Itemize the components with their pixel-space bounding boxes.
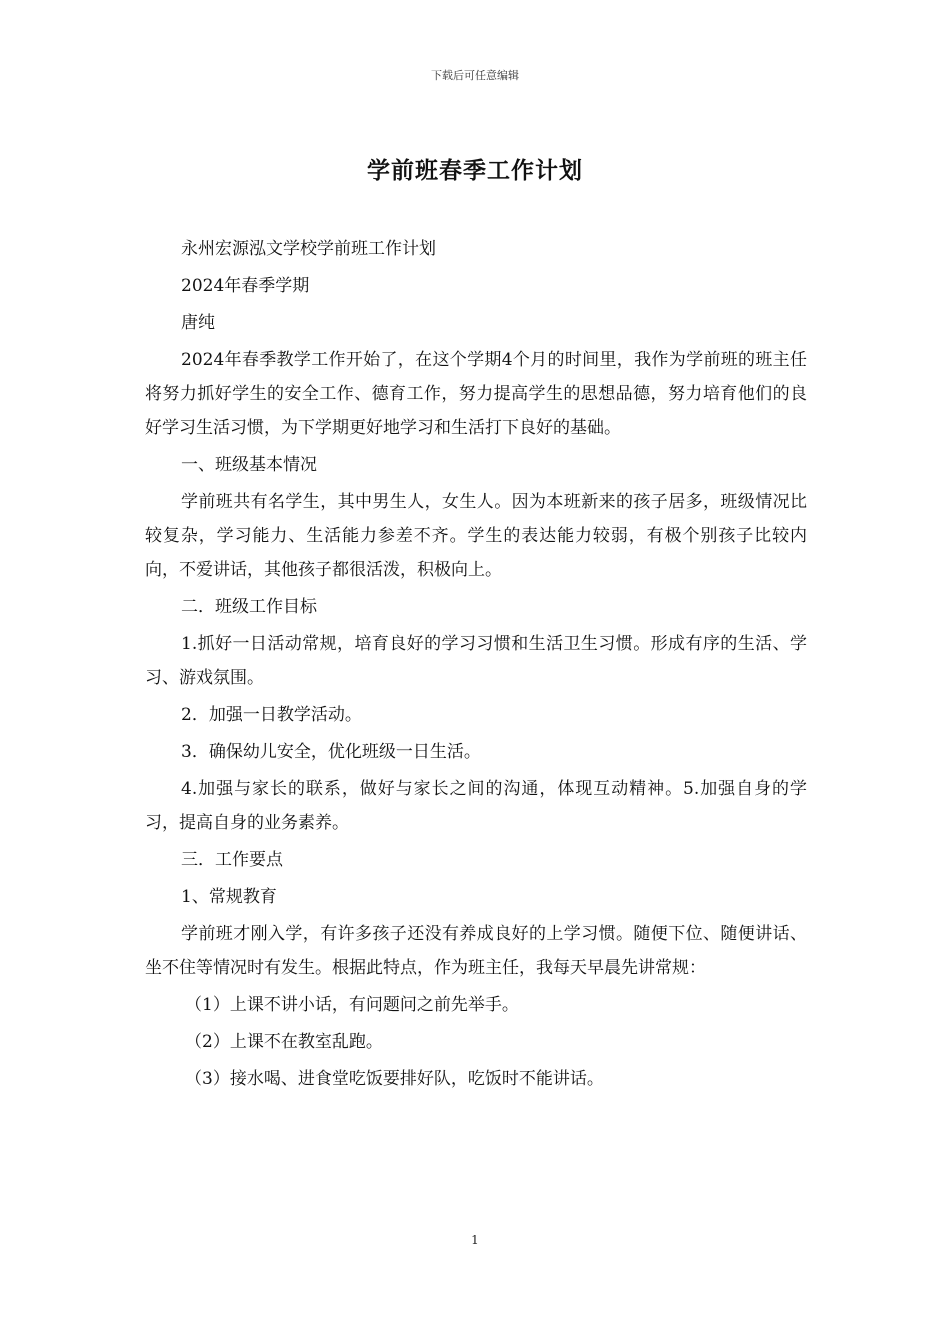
subsection-heading-routine: 1、常规教育 [181, 887, 277, 907]
section-heading-2: 二．班级工作目标 [181, 597, 317, 617]
goal-item-1: 1.抓好一日活动常规，培育良好的学习习惯和生活卫生习惯。形成有序的生活、学习、游戏氛围。 [145, 634, 807, 688]
section-heading-3: 三．工作要点 [181, 850, 283, 870]
class-situation-paragraph: 学前班共有名学生，其中男生人，女生人。因为本班新来的孩子居多，班级情况比较复杂，学习能力、生活能力参差不齐。学生的表达能力较弱，有极个别孩子比较内向，不爱讲话，其他孩子都很活泼，积极向上。 [145, 492, 807, 580]
author-line: 唐纯 [181, 313, 215, 333]
semester-line: 2024年春季学期 [181, 276, 310, 296]
school-line: 永州宏源泓文学校学前班工作计划 [181, 239, 436, 259]
page-number: 1 [471, 1233, 479, 1247]
routine-paragraph: 学前班才刚入学，有许多孩子还没有养成良好的上学习惯。随便下位、随便讲话、坐不住等情况时有发生。根据此特点，作为班主任，我每天早晨先讲常规： [145, 924, 807, 978]
rule-item-1: （1）上课不讲小话，有问题问之前先举手。 [185, 995, 519, 1015]
goal-item-3: 3．确保幼儿安全，优化班级一日生活。 [181, 742, 481, 762]
goal-item-2: 2．加强一日教学活动。 [181, 705, 362, 725]
section-heading-1: 一、班级基本情况 [181, 455, 317, 475]
intro-paragraph: 2024年春季教学工作开始了，在这个学期4个月的时间里，我作为学前班的班主任将努力抓好学生的安全工作、德育工作，努力提高学生的思想品德，努力培育他们的良好学习生活习惯，为下学期更好地学习和生活打下良好的基础。 [145, 350, 807, 438]
document-title: 学前班春季工作计划 [367, 157, 583, 184]
rule-item-3: （3）接水喝、进食堂吃饭要排好队，吃饭时不能讲话。 [185, 1069, 604, 1089]
goal-item-4-5: 4.加强与家长的联系，做好与家长之间的沟通，体现互动精神。5.加强自身的学习，提高自身的业务素养。 [145, 779, 807, 833]
document-body [145, 232, 807, 1099]
header-note: 下载后可任意编辑 [431, 69, 519, 82]
rule-item-2: （2）上课不在教室乱跑。 [185, 1032, 383, 1052]
